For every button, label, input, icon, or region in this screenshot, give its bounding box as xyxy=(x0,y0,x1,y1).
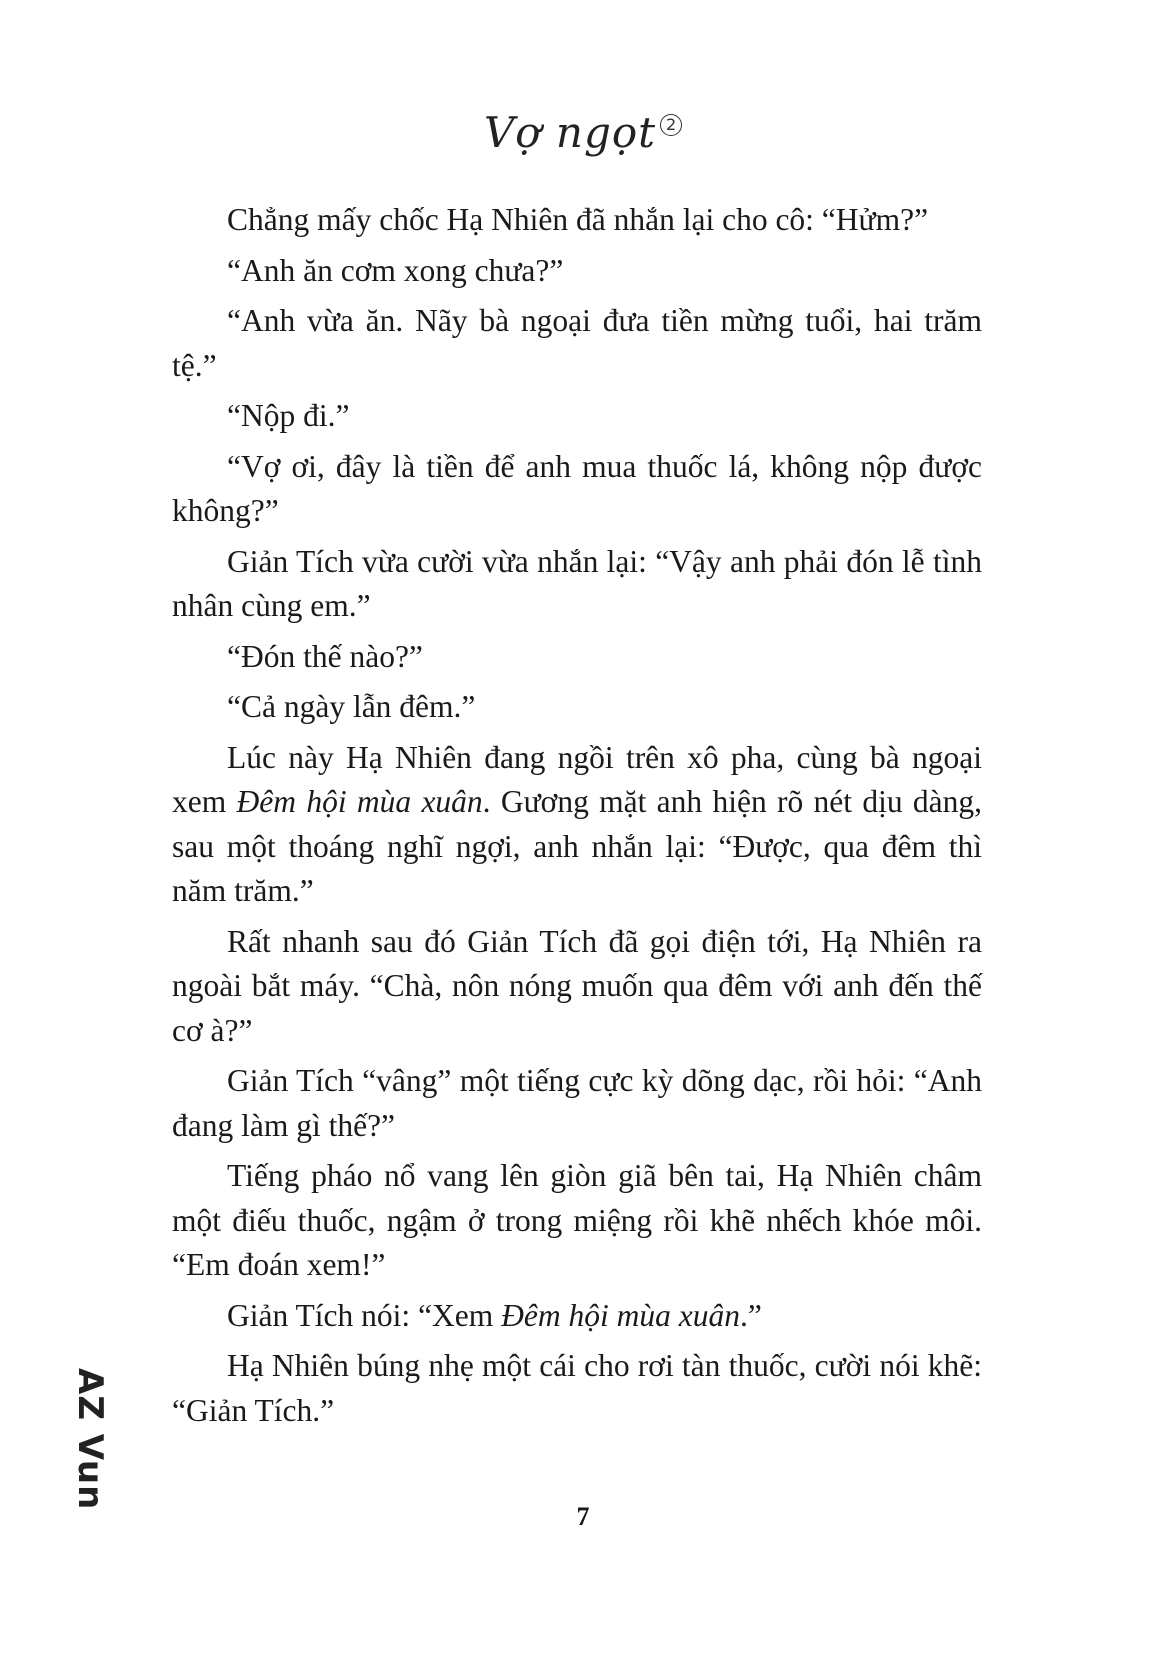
paragraph xyxy=(172,1294,982,1339)
paragraph: “Nộp đi.” xyxy=(227,398,350,433)
body-text xyxy=(172,198,982,1433)
paragraph: “Anh vừa ăn. Nãy bà ngoại đưa tiền mừng tuổi, hai trăm tệ.” xyxy=(172,303,982,383)
page-number: 7 xyxy=(576,1502,590,1531)
paragraph: Rất nhanh sau đó Giản Tích đã gọi điện tới, Hạ Nhiên ra ngoài bắt máy. “Chà, nôn nóng muốn qua đêm với anh đến thế cơ à?” xyxy=(172,923,982,1048)
paragraph-text: . Gương mặt anh hiện rõ nét dịu dàng, sau một thoáng nghĩ ngợi, anh nhắn lại: “Được, qua đêm thì năm trăm.” xyxy=(172,784,982,908)
paragraph: Hạ Nhiên búng nhẹ một cái cho rơi tàn thuốc, cười nói khẽ: “Giản Tích.” xyxy=(172,1348,982,1428)
show-title: Đêm hội mùa xuân xyxy=(236,784,483,819)
publisher-logo: AZ Vun xyxy=(70,1368,110,1511)
book-title: Vợ ngọt xyxy=(483,108,657,157)
paragraph: Giản Tích “vâng” một tiếng cực kỳ dõng dạc, rồi hỏi: “Anh đang làm gì thế?” xyxy=(172,1063,982,1143)
paragraph-text: Giản Tích nói: “Xem xyxy=(227,1297,502,1333)
paragraph: Giản Tích vừa cười vừa nhắn lại: “Vậy anh phải đón lễ tình nhân cùng em.” xyxy=(172,543,982,623)
paragraph: “Vợ ơi, đây là tiền để anh mua thuốc lá, không nộp được không?” xyxy=(172,448,982,528)
show-title: Đêm hội mùa xuân xyxy=(501,1297,740,1333)
volume-number: 2 xyxy=(660,114,682,136)
running-header xyxy=(0,108,1166,157)
paragraph xyxy=(172,736,982,914)
paragraph: “Đón thế nào?” xyxy=(227,638,423,674)
paragraph: Chẳng mấy chốc Hạ Nhiên đã nhắn lại cho cô: “Hửm?” xyxy=(227,202,929,237)
paragraph: “Anh ăn cơm xong chưa?” xyxy=(227,252,564,288)
paragraph-text: Lúc này Hạ Nhiên đang ngồi trên xô pha, cùng bà ngoại xem xyxy=(172,739,982,819)
paragraph: “Cả ngày lẫn đêm.” xyxy=(227,689,476,724)
paragraph-text: .” xyxy=(739,1297,762,1333)
paragraph: Tiếng pháo nổ vang lên giòn giã bên tai, Hạ Nhiên châm một điếu thuốc, ngậm ở trong miệng rồi khẽ nhếch khóe môi. “Em đoán xem!” xyxy=(172,1158,982,1282)
